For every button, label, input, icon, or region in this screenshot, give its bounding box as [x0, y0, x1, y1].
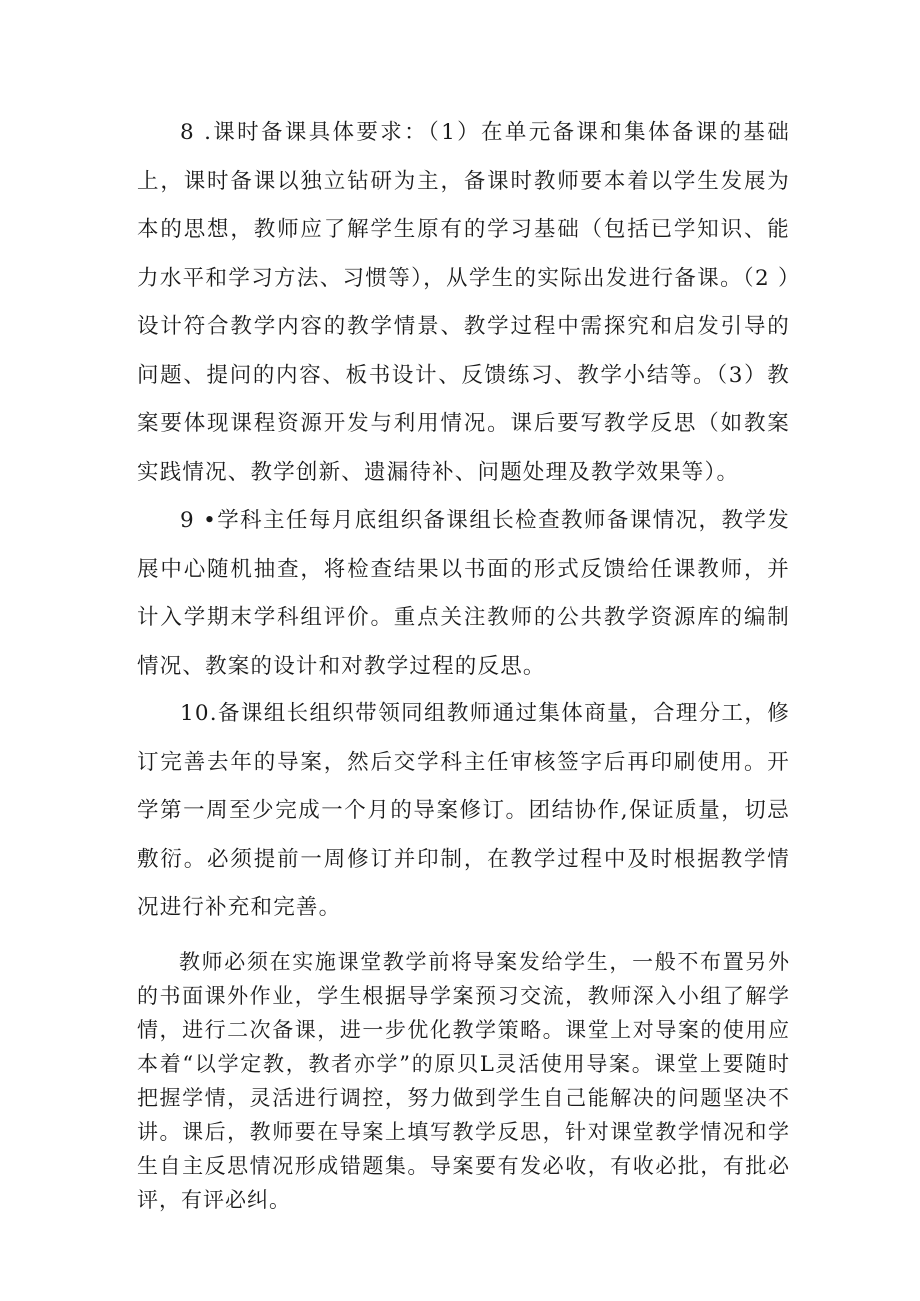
paragraph-monthly-inspection: 9 •学科主任每月底组织备课组长检查教师备课情况，教学发展中心随机抽查，将检查结果以书面的形式反馈给任课教师，并计入学期末学科组评价。重点关注教师的公共教学资源库的编制情况、教案的设计和对教学过程的反思。 [137, 508, 790, 679]
paragraph-lesson-prep-requirements: 8 .课时备课具体要求：（1）在单元备课和集体备课的基础上，课时备课以独立钻研为主，备课时教师要本着以学生发展为本的思想，教师应了解学生原有的学习基础（包括已学知识、能力水平和学习方法、习惯等），从学生的实际出发进行备课。（2 ）设计符合教学内容的教学情景、教学过程中需探究和启发引导的问题、提问的内容、板书设计、反馈练习、教学小结等。（3）教案要体现课程资源开发与利用情况。课后要写教学反思（如教案实践情况、教学创新、遗漏待补、问题处理及教学效果等）。 [137, 120, 790, 485]
paragraph-guide-usage: 教师必须在实施课堂教学前将导案发给学生，一般不布置另外的书面课外作业，学生根据导学案预习交流，教师深入小组了解学情，进行二次备课，进一步优化教学策略。课堂上对导案的使用应本着“以学定教，教者亦学”的原贝L灵活使用导案。课堂上要随时把握学情，灵活进行调控，努力做到学生自己能解决的问题坚决不讲。课后，教师要在导案上填写教学反思，针对课堂教学情况和学生自主反思情况形成错题集。导案要有发必收，有收必批，有批必评，有评必纠。 [137, 950, 790, 1212]
paragraph-guide-revision: 10.备课组长组织带领同组教师通过集体商量，合理分工，修订完善去年的导案，然后交学科主任审核签字后再印刷使用。开学第一周至少完成一个月的导案修订。团结协作,保证质量，切忌敷衍。必须提前一周修订并印制，在教学过程中及时根据教学情况进行补充和完善。 [137, 701, 790, 920]
